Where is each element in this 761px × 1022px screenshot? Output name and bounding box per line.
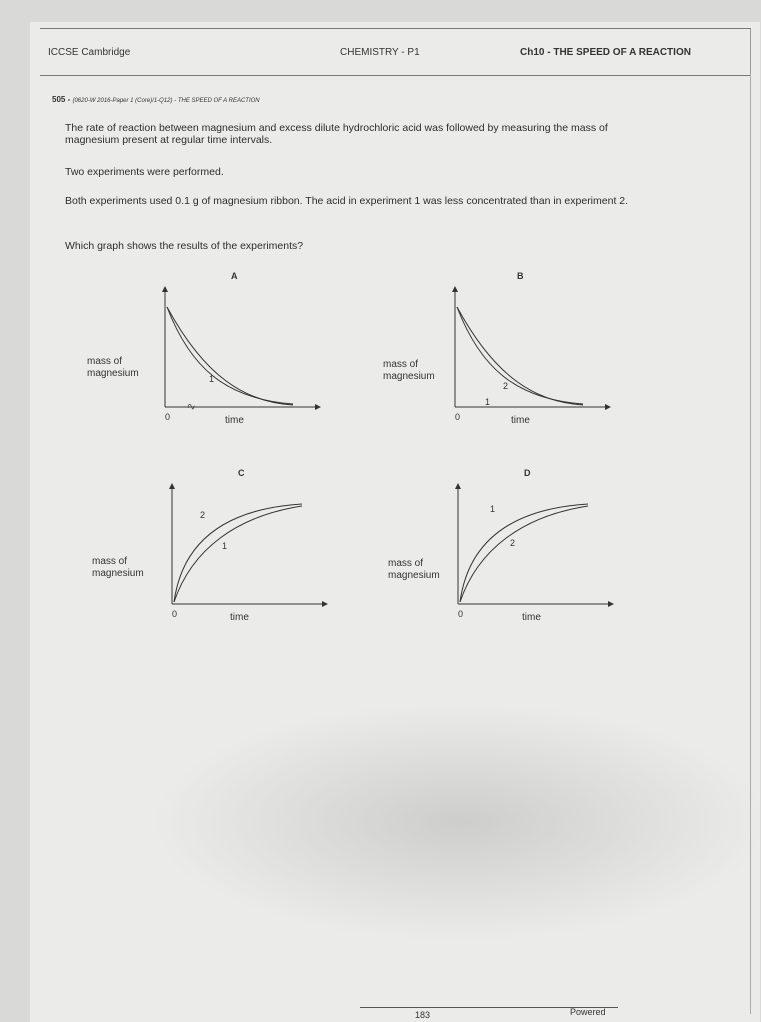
- question-number: 505 -: [52, 95, 71, 104]
- x-axis-label: time: [511, 415, 530, 426]
- curve-outer: [167, 307, 293, 405]
- origin-label: 0: [455, 412, 461, 422]
- curve-label: 2: [510, 538, 516, 548]
- y-axis-label: magnesium: [87, 368, 139, 379]
- graph-b: [383, 271, 610, 426]
- curve-label: 1: [490, 504, 496, 514]
- curve-outer: [174, 504, 302, 602]
- curve-label: 2: [200, 510, 206, 520]
- y-axis-label: magnesium: [383, 371, 435, 382]
- curve-label: 1: [209, 374, 215, 384]
- curve-label: 1: [222, 541, 228, 551]
- curve-outer: [460, 504, 588, 602]
- graph-letter: D: [524, 468, 531, 478]
- curve-inner: [167, 307, 293, 404]
- curve-label: 2: [503, 381, 509, 391]
- header-center: CHEMISTRY - P1: [340, 47, 420, 58]
- question-prompt: Which graph shows the results of the experiments?: [65, 240, 304, 252]
- curve-inner: [457, 307, 583, 404]
- y-axis-label: magnesium: [388, 570, 440, 581]
- origin-label: 0: [458, 609, 464, 619]
- graph-a: [87, 271, 320, 426]
- y-axis-label: mass of: [388, 558, 424, 569]
- graph-letter: C: [238, 468, 245, 478]
- header-left: ICCSE Cambridge: [48, 47, 131, 58]
- curve-label: 2: [185, 402, 197, 411]
- y-axis-label: magnesium: [92, 568, 144, 579]
- graph-letter: A: [231, 271, 238, 281]
- x-axis-label: time: [522, 612, 541, 623]
- curve-outer: [457, 307, 583, 405]
- curve-label: 1: [485, 397, 491, 407]
- photo-shadow: [150, 702, 761, 942]
- y-axis-label: mass of: [92, 556, 128, 567]
- question-source: (0620-W 2016-Paper 1 (Core)/1-Q12) - THE SPEED OF A REACTION: [72, 98, 260, 104]
- graph-c: [92, 468, 327, 623]
- document-page: [30, 22, 760, 1022]
- x-axis-label: time: [225, 415, 244, 426]
- y-axis-label: mass of: [87, 356, 123, 367]
- origin-label: 0: [172, 609, 178, 619]
- page-number: 183: [415, 1010, 431, 1020]
- answer-graphs: [30, 22, 760, 642]
- question-paragraph-2: Two experiments were performed.: [65, 166, 224, 178]
- graph-d: [388, 468, 613, 623]
- header-right: Ch10 - THE SPEED OF A REACTION: [520, 47, 691, 58]
- curve-inner: [460, 506, 588, 602]
- y-axis-label: mass of: [383, 359, 419, 370]
- origin-label: 0: [165, 412, 171, 422]
- curve-inner: [174, 506, 302, 602]
- question-paragraph-1: The rate of reaction between magnesium and excess dilute hydrochloric acid was followed by measuring the mass of magnesium present at regular time intervals.: [65, 122, 608, 146]
- x-axis-label: time: [230, 612, 249, 623]
- powered-label: Powered: [570, 1007, 606, 1017]
- question-paragraph-3: Both experiments used 0.1 g of magnesium ribbon. The acid in experiment 1 was less concentrated than in experiment 2.: [65, 195, 629, 207]
- graph-letter: B: [517, 271, 524, 281]
